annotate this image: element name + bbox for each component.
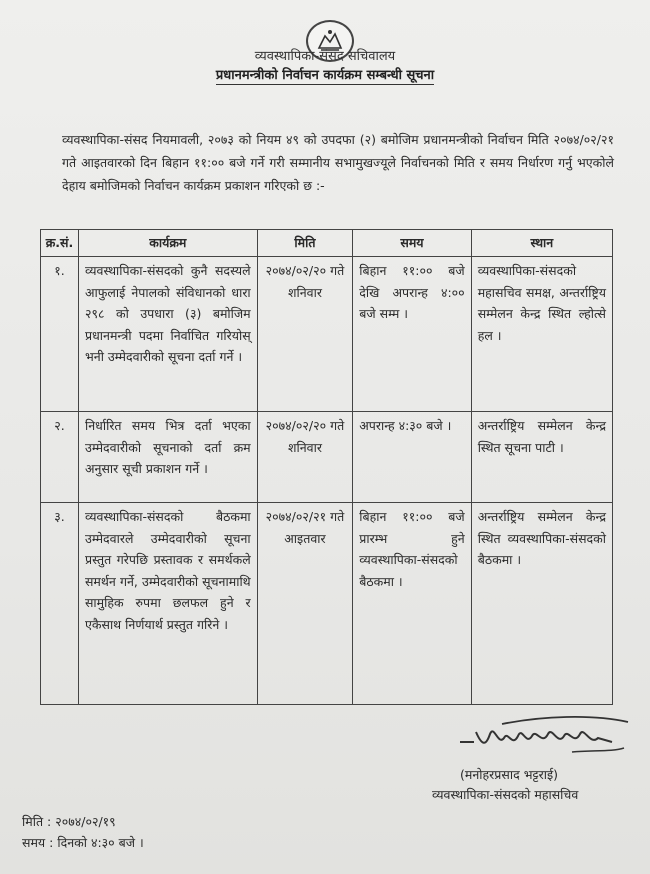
notice-title-text: प्रधानमन्त्रीको निर्वाचन कार्यक्रम सम्बन्धी सूचना <box>215 68 435 83</box>
handwritten-signature <box>452 712 632 758</box>
header-sn: क्र.सं. <box>41 230 79 257</box>
signatory-name: (मनोहरप्रसाद भट्टराई) <box>460 767 558 782</box>
header-place: स्थान <box>471 230 612 257</box>
cell-program: व्यवस्थापिका-संसदको बैठकमा उम्मेदवारले उम्मेदवारीको सूचना प्रस्तुत गरेपछि प्रस्तावक र समर्थकले समर्थन गर्ने, उम्मेदवारीको सूचनामाथि सामुहिक रुपमा छलफल हुने र एकैसाथ निर्णयार्थ प्रस्तुत गरिने । <box>78 503 257 705</box>
cell-place: व्यवस्थापिका-संसदको महासचिव समक्ष, अन्तर्राष्ट्रिय सम्मेलन केन्द्र स्थित ल्होत्से हल । <box>471 257 612 412</box>
header-date: मिति <box>257 230 353 257</box>
intro-paragraph: व्यवस्थापिका-संसद नियमावली, २०७३ को नियम ४९ को उपदफा (२) बमोजिम प्रधानमन्त्रीको निर्वाचन मिति २०७४/०२/२१ गते आइतवारको दिन बिहान ११:०० बजे गर्ने गरी सम्मानीय सभामुखज्यूले निर्वाचनको मिति र समय निर्धारण गर्नु भएकोले देहाय बमोजिमको निर्वाचन कार्यक्रम प्रकाशन गरिएको छ :- <box>62 132 614 193</box>
header-program: कार्यक्रम <box>78 230 257 257</box>
table-header-row <box>41 230 613 257</box>
cell-date: २०७४/०२/२० गते शनिवार <box>257 412 353 503</box>
cell-sn: ३. <box>41 503 79 705</box>
issue-date: मिति : २०७४/०२/१९ <box>22 814 116 829</box>
cell-time: बिहान ११:०० बजे प्रारम्भ हुने व्यवस्थापिका-संसदको बैठकमा । <box>353 503 471 705</box>
cell-time: अपरान्ह ४:३० बजे । <box>353 412 471 503</box>
table-row <box>41 257 613 412</box>
table-row <box>41 412 613 503</box>
cell-sn: २. <box>41 412 79 503</box>
office-name: व्यवस्थापिका-संसद सचिवालय <box>254 49 396 64</box>
notice-title <box>0 65 650 83</box>
issue-time: समय : दिनको ४:३० बजे । <box>22 835 144 850</box>
cell-sn: १. <box>41 257 79 412</box>
signatory-title: व्यवस्थापिका-संसदको महासचिव <box>432 787 579 802</box>
cell-time: बिहान ११:०० बजे देखि अपरान्ह ४:०० बजे सम्म । <box>353 257 471 412</box>
cell-date: २०७४/०२/२० गते शनिवार <box>257 257 353 412</box>
cell-program: निर्धारित समय भित्र दर्ता भएका उम्मेदवारीको सूचनाको दर्ता क्रम अनुसार सूची प्रकाशन गर्ने । <box>78 412 257 503</box>
cell-place: अन्तर्राष्ट्रिय सम्मेलन केन्द्र स्थित सूचना पाटी । <box>471 412 612 503</box>
election-schedule-table <box>40 229 613 705</box>
cell-date: २०७४/०२/२१ गते आइतवार <box>257 503 353 705</box>
cell-place: अन्तर्राष्ट्रिय सम्मेलन केन्द्र स्थित व्यवस्थापिका-संसदको बैठकमा । <box>471 503 612 705</box>
header-time: समय <box>353 230 471 257</box>
table-row <box>41 503 613 705</box>
cell-program: व्यवस्थापिका-संसदको कुनै सदस्यले आफुलाई नेपालको संविधानको धारा २९८ को उपधारा (३) बमोजिम प्रधानमन्त्री पदमा निर्वाचित गरियोस् भनी उम्मेदवारीको सूचना दर्ता गर्ने । <box>78 257 257 412</box>
